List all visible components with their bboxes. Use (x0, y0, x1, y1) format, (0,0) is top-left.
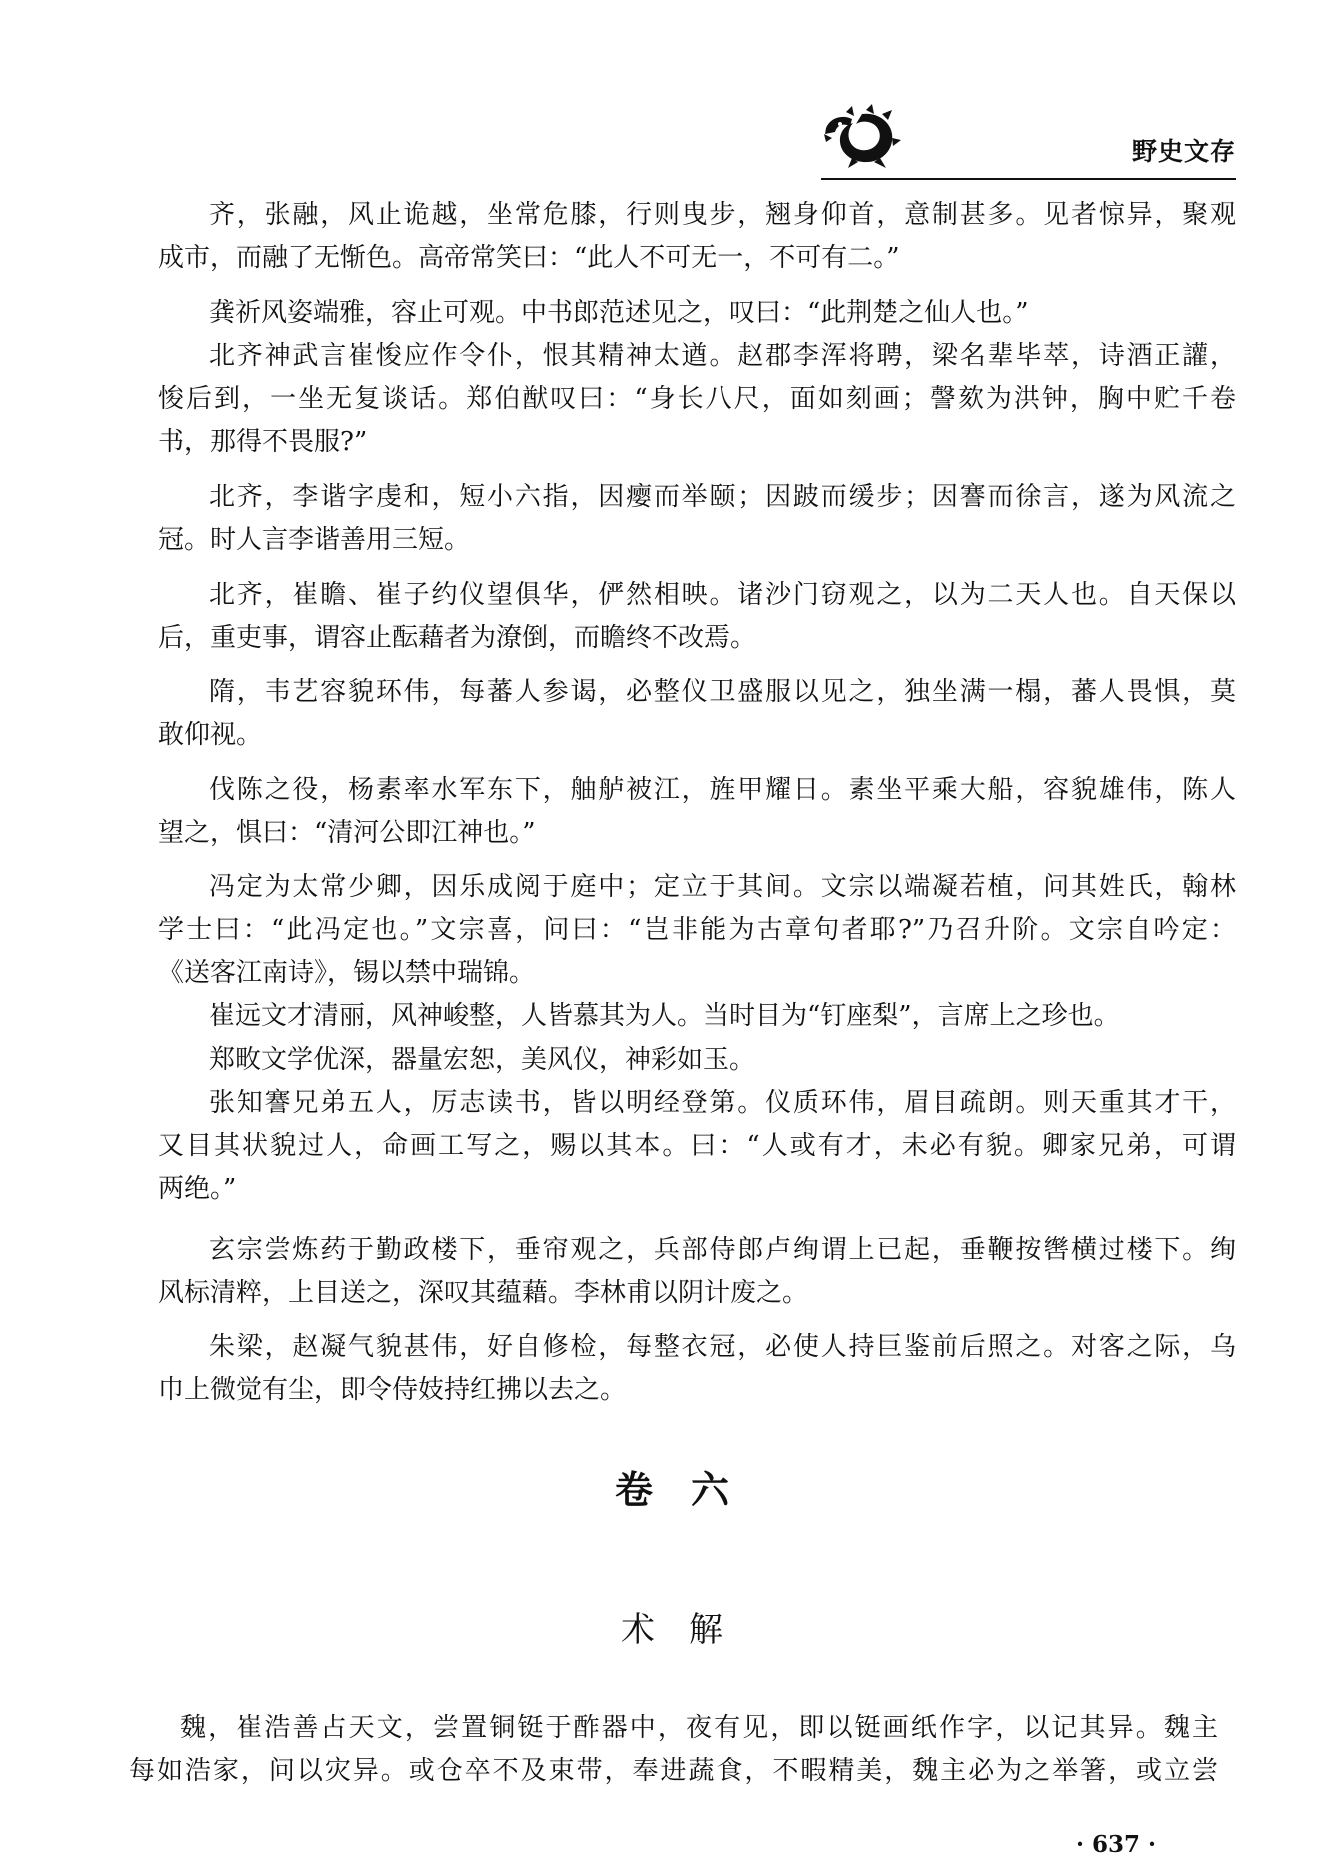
paragraph (158, 1039, 1236, 1082)
text-line: 书，那得不畏服?” (158, 427, 368, 457)
text-line: 北齐，崔瞻、崔子约仪望俱华，俨然相映。诸沙门窃观之，以为二天人也。自天保以 (209, 580, 1236, 610)
text-line: 玄宗尝炼药于勤政楼下，垂帘观之，兵部侍郎卢绚谓上已起，垂鞭按辔横过楼下。绚 (209, 1235, 1236, 1265)
text-line: 伐陈之役，杨素率水军东下，舳舻被江，旌甲耀日。素坐平乘大船，容貌雄伟，陈人 (209, 775, 1236, 805)
text-line: 望之，惧曰：“清河公即江神也。” (158, 818, 536, 848)
text-line: 两绝。” (158, 1174, 237, 1204)
dragon-emblem-icon (822, 104, 902, 170)
book-series-title: 野史文存 (1131, 137, 1236, 166)
paragraph (158, 866, 1236, 995)
paragraph (158, 1229, 1236, 1315)
text-line: 张知謇兄弟五人，厉志读书，皆以明经登第。仪质环伟，眉目疏朗。则天重其才干， (209, 1088, 1236, 1118)
paragraph (158, 1326, 1236, 1412)
text-line: 北齐神武言崔悛应作令仆，恨其精神太遒。赵郡李浑将聘，梁名辈毕萃，诗酒正讙， (209, 341, 1236, 371)
text-line: 龚祈风姿端雅，容止可观。中书郎范述见之，叹曰：“此荆楚之仙人也。” (209, 298, 1029, 328)
text-line: 朱梁，赵凝气貌甚伟，好自修检，每整衣冠，必使人持巨鉴前后照之。对客之际，乌 (209, 1332, 1236, 1362)
paragraph (158, 574, 1236, 660)
text-line: 隋，韦艺容貌环伟，每蕃人参谒，必整仪卫盛服以见之，独坐满一榻，蕃人畏惧，莫 (209, 677, 1236, 707)
text-line: 又目其状貌过人，命画工写之，赐以其本。曰：“人或有才，未必有貌。卿家兄弟，可谓 (158, 1131, 1236, 1161)
text-line: 敢仰视。 (158, 720, 263, 750)
text-line: 崔远文才清丽，风神峻整，人皆慕其为人。当时目为“钉座梨”，言席上之珍也。 (209, 1001, 1120, 1031)
paragraph (158, 1082, 1236, 1211)
paragraph (158, 476, 1236, 562)
text-line: 成市，而融了无惭色。高帝常笑曰：“此人不可无一，不可有二。” (158, 243, 900, 273)
text-line: 悛后到，一坐无复谈话。郑伯猷叹曰：“身长八尺，面如刻画；謦欬为洪钟，胸中贮千卷 (158, 384, 1236, 414)
text-line: 齐，张融，风止诡越，坐常危膝，行则曳步，翘身仰首，意制甚多。见者惊异，聚观 (209, 200, 1236, 230)
text-line: 《送客江南诗》，锡以禁中瑞锦。 (158, 958, 536, 988)
paragraph (158, 335, 1236, 464)
section-heading: 术 解 (621, 1610, 723, 1650)
paragraph (158, 194, 1236, 280)
text-line: 后，重吏事，谓容止酝藉者为潦倒，而瞻终不改焉。 (158, 623, 757, 653)
volume-heading: 卷 六 (614, 1468, 729, 1512)
text-line: 冯定为太常少卿，因乐成阅于庭中；定立于其间。文宗以端凝若植，问其姓氏，翰林 (209, 872, 1236, 902)
paragraph (158, 995, 1236, 1038)
paragraph (158, 769, 1236, 855)
text-line: 冠。时人言李谐善用三短。 (158, 525, 471, 555)
paragraph (158, 292, 1236, 335)
text-line: 风标清粹，上目送之，深叹其蕴藉。李林甫以阴计废之。 (158, 1278, 809, 1308)
text-line: 郑畋文学优深，器量宏恕，美风仪，神彩如玉。 (209, 1045, 756, 1075)
paragraph (129, 1707, 1218, 1793)
header-divider (821, 178, 1236, 180)
text-line: 巾上微觉有尘，即令侍妓持红拂以去之。 (158, 1375, 627, 1405)
text-line: 学士曰：“此冯定也。”文宗喜，问曰：“岂非能为古章句者耶?”乃召升阶。文宗自吟定： (158, 915, 1236, 945)
paragraph (158, 671, 1236, 757)
text-line: 北齐，李谐字虔和，短小六指，因瘿而举颐；因跛而缓步；因謇而徐言，遂为风流之 (209, 482, 1236, 512)
text-line: 魏，崔浩善占天文，尝置铜铤于酢器中，夜有见，即以铤画纸作字，以记其异。魏主 (180, 1713, 1218, 1743)
page-number: · 637 · (1075, 1831, 1157, 1858)
text-line: 每如浩家，问以灾异。或仓卒不及束带，奉进蔬食，不暇精美，魏主必为之举箸，或立尝 (129, 1756, 1218, 1786)
